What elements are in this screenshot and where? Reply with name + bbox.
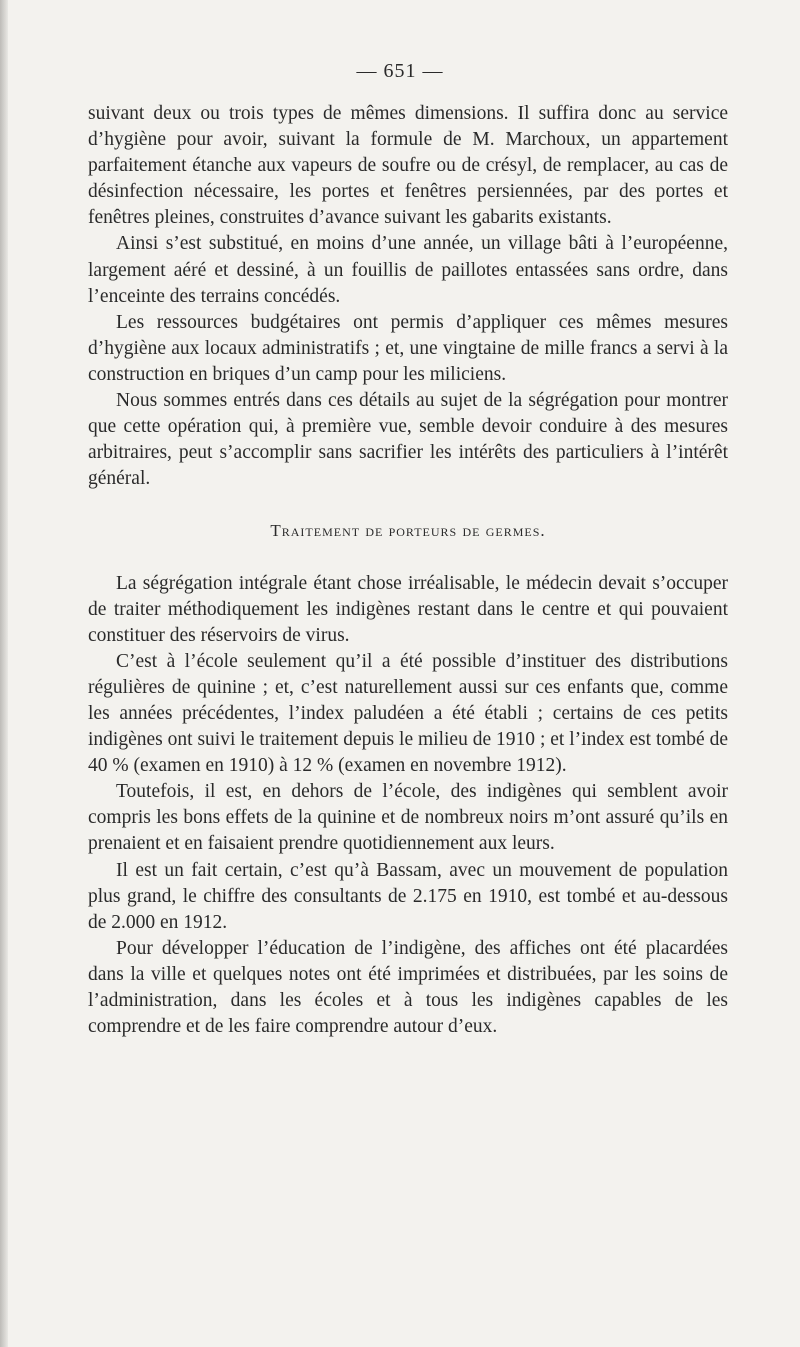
paragraph: Ainsi s’est substitué, en moins d’une année, un village bâti à l’européenne, largement aéré et dessiné, à un fouillis de paillotes entassées sans ordre, dans l’enceinte des terrains concédés.: [88, 233, 728, 307]
paragraph: C’est à l’école seulement qu’il a été possible d’instituer des distributions régulières de quinine ; et, c’est naturellement aussi sur ces enfants que, comme les années précédentes, l’index paludéen a été établi ; certains de ces petits indigènes ont suivi le traitement depuis le milieu de 1910 ; et l’index est tombé de 40 % (examen en 1910) à 12 % (examen en novembre 1912).: [88, 650, 728, 777]
section-heading: Traitement de porteurs de germes.: [270, 521, 546, 541]
body-text: [88, 101, 728, 1040]
page-number: — 651 —: [356, 60, 444, 82]
paragraph: Pour développer l’éducation de l’indigène, des affiches ont été placardées dans la ville et quelques notes ont été imprimées et distribuées, par les soins de l’administration, dans les écoles et à tous les indigènes capables de les comprendre et de les faire comprendre autour d’eux.: [88, 937, 728, 1038]
paragraph: La ségrégation intégrale étant chose irréalisable, le médecin devait s’occuper de traiter méthodiquement les indigènes restant dans le centre et qui pouvaient constituer des réservoirs de virus.: [88, 572, 728, 646]
paragraph: Toutefois, il est, en dehors de l’école, des indigènes qui semblent avoir compris les bons effets de la quinine et de nombreux noirs m’ont assuré qu’ils en prenaient et en faisaient prendre quotidiennement aux leurs.: [88, 781, 728, 855]
page-edge: [0, 0, 8, 1347]
paragraph: Nous sommes entrés dans ces détails au sujet de la ségrégation pour montrer que cette opération qui, à première vue, semble devoir conduire à des mesures arbitraires, peut s’accomplir sans sacrifier les intérêts des particuliers à l’intérêt général.: [88, 390, 728, 490]
paragraph: Il est un fait certain, c’est qu’à Bassam, avec un mouvement de population plus grand, le chiffre des consultants de 2.175 en 1910, est tombé et au-dessous de 2.000 en 1912.: [88, 859, 728, 933]
paragraph: Les ressources budgétaires ont permis d’appliquer ces mêmes mesures d’hygiène aux locaux administratifs ; et, une vingtaine de mille francs a servi à la construction en briques d’un camp pour les miliciens.: [88, 311, 728, 385]
paragraph: suivant deux ou trois types de mêmes dimensions. Il suffira donc au service d’hygiène pour avoir, suivant la formule de M. Marchoux, un appartement parfaitement étanche aux vapeurs de soufre ou de crésyl, de remplacer, au cas de désinfection nécessaire, les portes et fenêtres persiennées, par des portes et fenêtres pleines, construites d’avance suivant les gabarits existants.: [88, 103, 728, 229]
